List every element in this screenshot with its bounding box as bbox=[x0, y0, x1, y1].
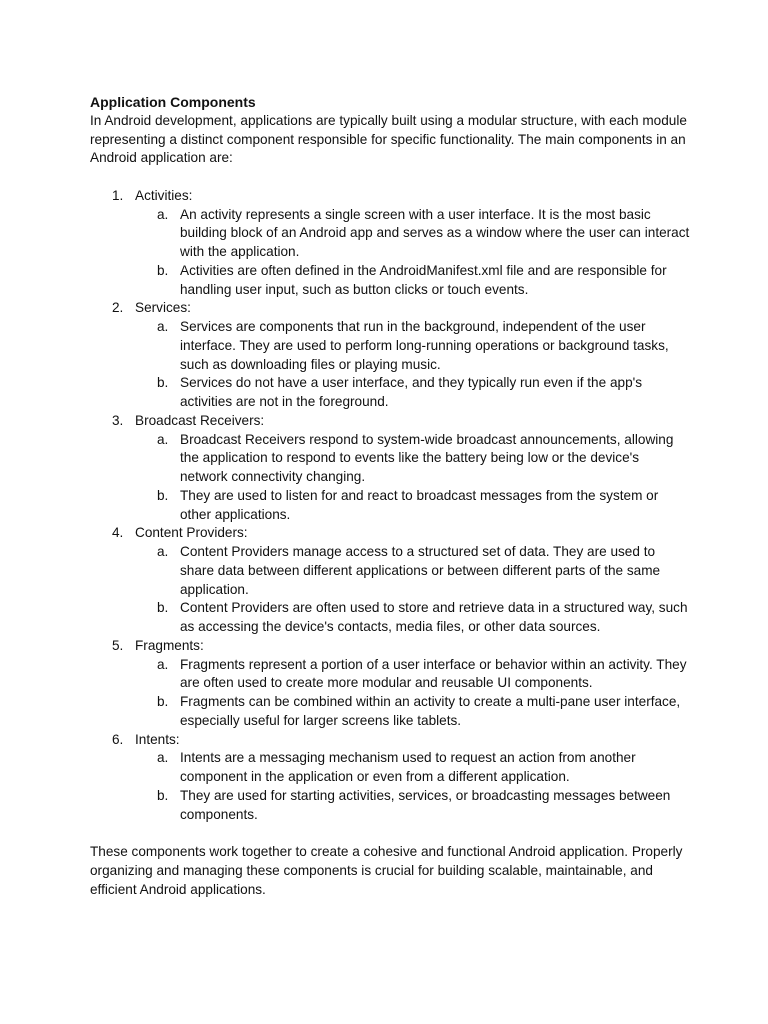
list-number: 2. bbox=[112, 300, 124, 316]
spacer bbox=[90, 824, 690, 843]
sub-list bbox=[135, 206, 690, 300]
sub-list-text: Activities are often defined in the AndroidManifest.xml file and are responsible for handling user input, such as button clicks or touch events. bbox=[180, 262, 667, 297]
list-number: 5. bbox=[112, 637, 124, 653]
sub-list-letter: a. bbox=[157, 544, 169, 559]
sub-list bbox=[135, 749, 690, 824]
sub-list-item bbox=[135, 787, 690, 825]
list-number: 4. bbox=[112, 525, 124, 541]
sub-list-letter: a. bbox=[157, 206, 169, 222]
sub-list-text: An activity represents a single screen with a user interface. It is the most basic building block of an Android app and serves as a window where the user can interact with the application. bbox=[180, 206, 690, 259]
sub-list-text: Content Providers are often used to store and retrieve data in a structured way, such as accessing the device's contacts, media files, or other data sources. bbox=[180, 600, 688, 634]
sub-list-letter: a. bbox=[157, 319, 169, 334]
sub-list-item bbox=[135, 599, 690, 637]
sub-list-item bbox=[135, 543, 690, 599]
list-item-label: Services: bbox=[135, 300, 191, 316]
sub-list-text: Content Providers manage access to a structured set of data. They are used to share data between different applications or between different parts of the same application. bbox=[180, 544, 661, 597]
list-item-activities bbox=[90, 187, 690, 300]
list-number: 6. bbox=[112, 731, 124, 747]
list-item-broadcast-receivers bbox=[90, 412, 690, 525]
sub-list bbox=[135, 431, 690, 525]
sub-list-text: Services do not have a user interface, and they typically run even if the app's activities are not in the foreground. bbox=[180, 375, 643, 409]
sub-list-text: They are used to listen for and react to broadcast messages from the system or other applications. bbox=[180, 487, 659, 522]
document-page bbox=[90, 93, 690, 899]
list-item-label: Broadcast Receivers: bbox=[135, 412, 265, 428]
list-item-services bbox=[90, 299, 690, 412]
list-item-intents bbox=[90, 731, 690, 825]
sub-list-item bbox=[135, 318, 690, 374]
sub-list-letter: b. bbox=[157, 694, 169, 709]
sub-list-text: They are used for starting activities, services, or broadcasting messages between components. bbox=[180, 787, 671, 822]
component-list bbox=[90, 187, 690, 825]
sub-list-item bbox=[135, 374, 690, 412]
sub-list-item bbox=[135, 487, 690, 525]
sub-list-letter: a. bbox=[157, 750, 169, 766]
page-title: Application Components bbox=[90, 94, 256, 110]
sub-list-text: Fragments represent a portion of a user interface or behavior within an activity. They are often used to create more modular and reusable UI components. bbox=[180, 656, 687, 691]
sub-list-text: Broadcast Receivers respond to system-wide broadcast announcements, allowing the application to respond to events like the battery being low or the device's network connectivity changing. bbox=[180, 431, 674, 484]
sub-list-letter: b. bbox=[157, 600, 169, 616]
sub-list-item bbox=[135, 262, 690, 300]
sub-list-item bbox=[135, 749, 690, 787]
list-item-label: Content Providers: bbox=[135, 525, 248, 541]
sub-list-letter: b. bbox=[157, 787, 169, 803]
sub-list-letter: a. bbox=[157, 431, 169, 447]
sub-list-text: Fragments can be combined within an activity to create a multi-pane user interface, especially useful for larger screens like tablets. bbox=[180, 694, 681, 728]
list-item-content-providers bbox=[90, 524, 690, 637]
list-number: 1. bbox=[112, 187, 124, 203]
intro-paragraph: In Android development, applications are typically built using a modular structure, with each module representing a distinct component responsible for specific functionality. The main components in an Android application are: bbox=[90, 112, 687, 166]
list-item-label: Activities: bbox=[135, 187, 193, 203]
conclusion-paragraph: These components work together to create a cohesive and functional Android application. Properly organizing and managing these components is crucial for building scalable, maintainable, and efficient Android applications. bbox=[90, 844, 683, 897]
sub-list-item bbox=[135, 656, 690, 694]
list-item-label: Intents: bbox=[135, 731, 180, 747]
sub-list-letter: b. bbox=[157, 375, 169, 391]
sub-list-item bbox=[135, 206, 690, 262]
sub-list bbox=[135, 543, 690, 637]
sub-list-text: Services are components that run in the background, independent of the user interface. They are used to perform long-running operations or background tasks, such as downloading files or playing music. bbox=[180, 319, 669, 372]
sub-list-item bbox=[135, 693, 690, 731]
sub-list bbox=[135, 318, 690, 412]
sub-list bbox=[135, 656, 690, 731]
list-number: 3. bbox=[112, 412, 124, 428]
sub-list-text: Intents are a messaging mechanism used to request an action from another component in the application or even from a different application. bbox=[180, 750, 636, 784]
sub-list-letter: b. bbox=[157, 262, 169, 278]
sub-list-letter: b. bbox=[157, 487, 169, 503]
list-item-label: Fragments: bbox=[135, 637, 204, 653]
spacer bbox=[90, 168, 690, 187]
list-item-fragments bbox=[90, 637, 690, 731]
sub-list-item bbox=[135, 431, 690, 487]
sub-list-letter: a. bbox=[157, 656, 169, 672]
